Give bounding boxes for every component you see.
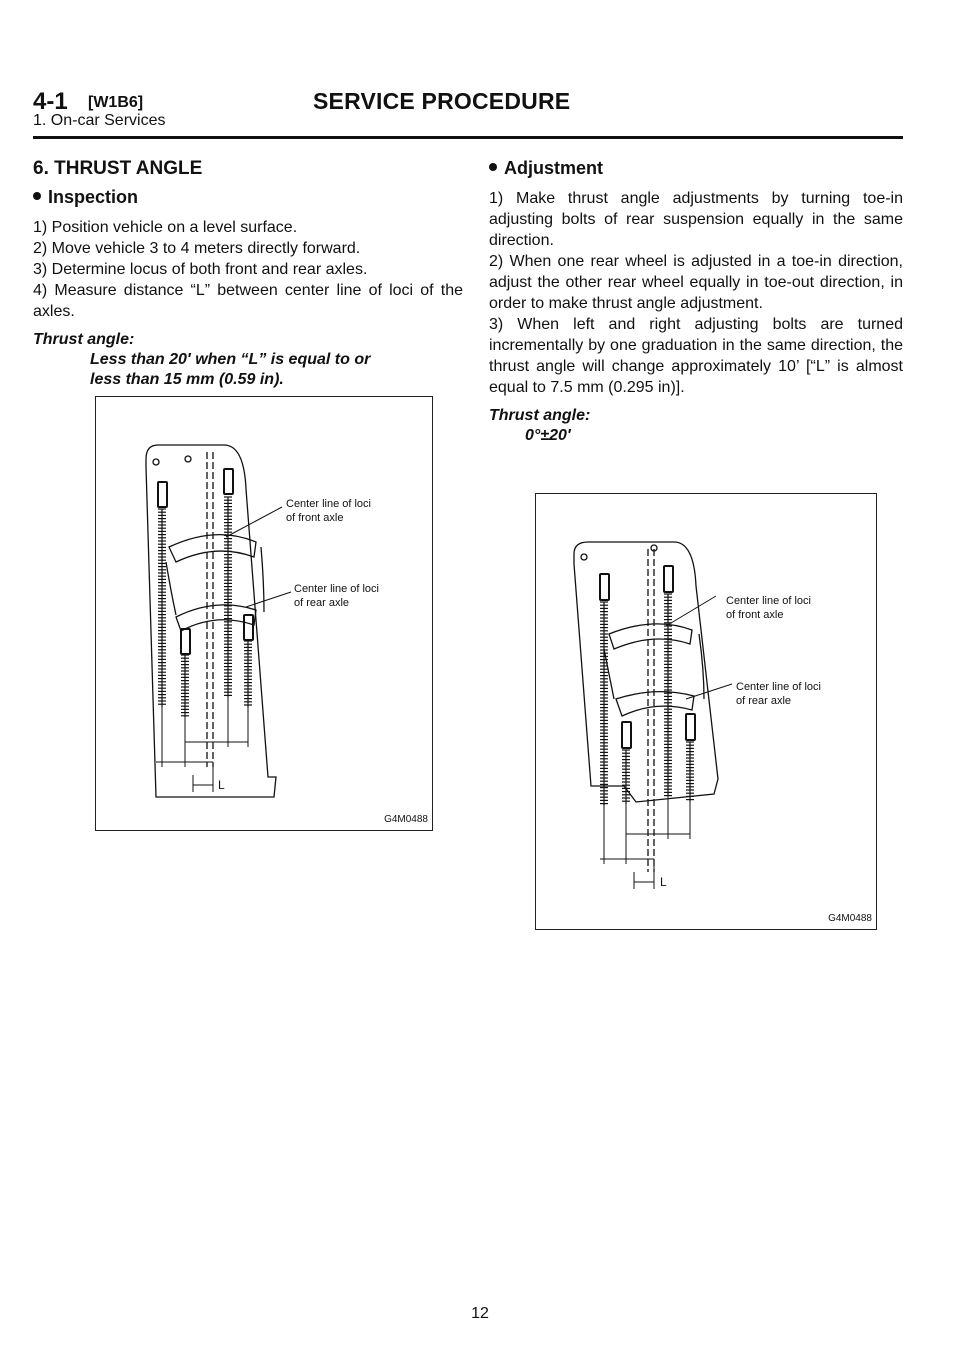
inspection-step-2: 2) Move vehicle 3 to 4 meters directly forward. (33, 240, 361, 257)
page-title: SERVICE PROCEDURE (313, 88, 571, 114)
right-column (489, 158, 903, 446)
front-axle-label-line-2: of front axle (286, 512, 344, 524)
section-title: 6. THRUST ANGLE (33, 158, 203, 179)
section-number: 4-1 (33, 88, 68, 115)
rear-axle-label-line-2: of rear axle (294, 597, 350, 609)
thrust-angle-figure-left (95, 396, 433, 831)
spec-label: Thrust angle: (489, 407, 591, 424)
figure-code: G4M0488 (384, 814, 428, 825)
thrust-angle-diagram (536, 494, 876, 929)
page-header (33, 88, 903, 138)
rear-axle-label-line-2: of rear axle (736, 695, 792, 707)
front-axle-label-line-1: Center line of loci (726, 595, 811, 607)
thrust-angle-figure-right (535, 493, 877, 930)
rear-axle-label-line-1: Center line of loci (294, 583, 379, 595)
rear-axle-label-line-1: Center line of loci (736, 681, 821, 693)
bullet-icon (489, 163, 497, 171)
inspection-step-1: 1) Position vehicle on a level surface. (33, 219, 298, 236)
front-axle-label-line-2: of front axle (726, 609, 784, 621)
dimension-l-label: L (660, 875, 667, 889)
dimension-l-label: L (218, 778, 225, 792)
header-rule (33, 136, 903, 139)
adjustment-heading-text: Adjustment (504, 158, 603, 178)
figure-code: G4M0488 (828, 913, 872, 924)
inspection-step-3: 3) Determine locus of both front and rear axles. (33, 261, 368, 278)
page-number: 12 (471, 1305, 489, 1322)
inspection-heading-text: Inspection (48, 187, 139, 207)
spec-value: 0°±20′ (525, 427, 571, 444)
inspection-heading (33, 187, 463, 208)
spec-label: Thrust angle: (33, 331, 135, 348)
bullet-icon (33, 192, 41, 200)
thrust-angle-diagram (96, 397, 432, 830)
spec-value-line-1: Less than 20′ when “L” is equal to or (90, 351, 371, 368)
adjustment-step-1: 1) Make thrust angle adjustments by turning toe-in adjusting bolts of rear suspension equally in the same direction. (489, 190, 903, 249)
adjustment-step-2: 2) When one rear wheel is adjusted in a toe-in direction, adjust the other rear wheel equally in toe-out direction, in order to make thrust angle adjustment. (489, 253, 903, 312)
page-subtitle: 1. On-car Services (33, 112, 166, 129)
spec-value-line-2: less than 15 mm (0.59 in). (90, 371, 284, 388)
adjustment-step-3: 3) When left and right adjusting bolts are turned incrementally by one graduation in the same direction, the thrust angle will change approximately 10’ [“L” is almost equal to 7.5 mm (0.295 in)]. (489, 316, 903, 396)
section-code: [W1B6] (88, 94, 144, 111)
front-axle-label-line-1: Center line of loci (286, 498, 371, 510)
adjustment-heading (489, 158, 903, 179)
inspection-step-4: 4) Measure distance “L” between center line of loci of the axles. (33, 282, 463, 320)
left-column (33, 158, 463, 390)
